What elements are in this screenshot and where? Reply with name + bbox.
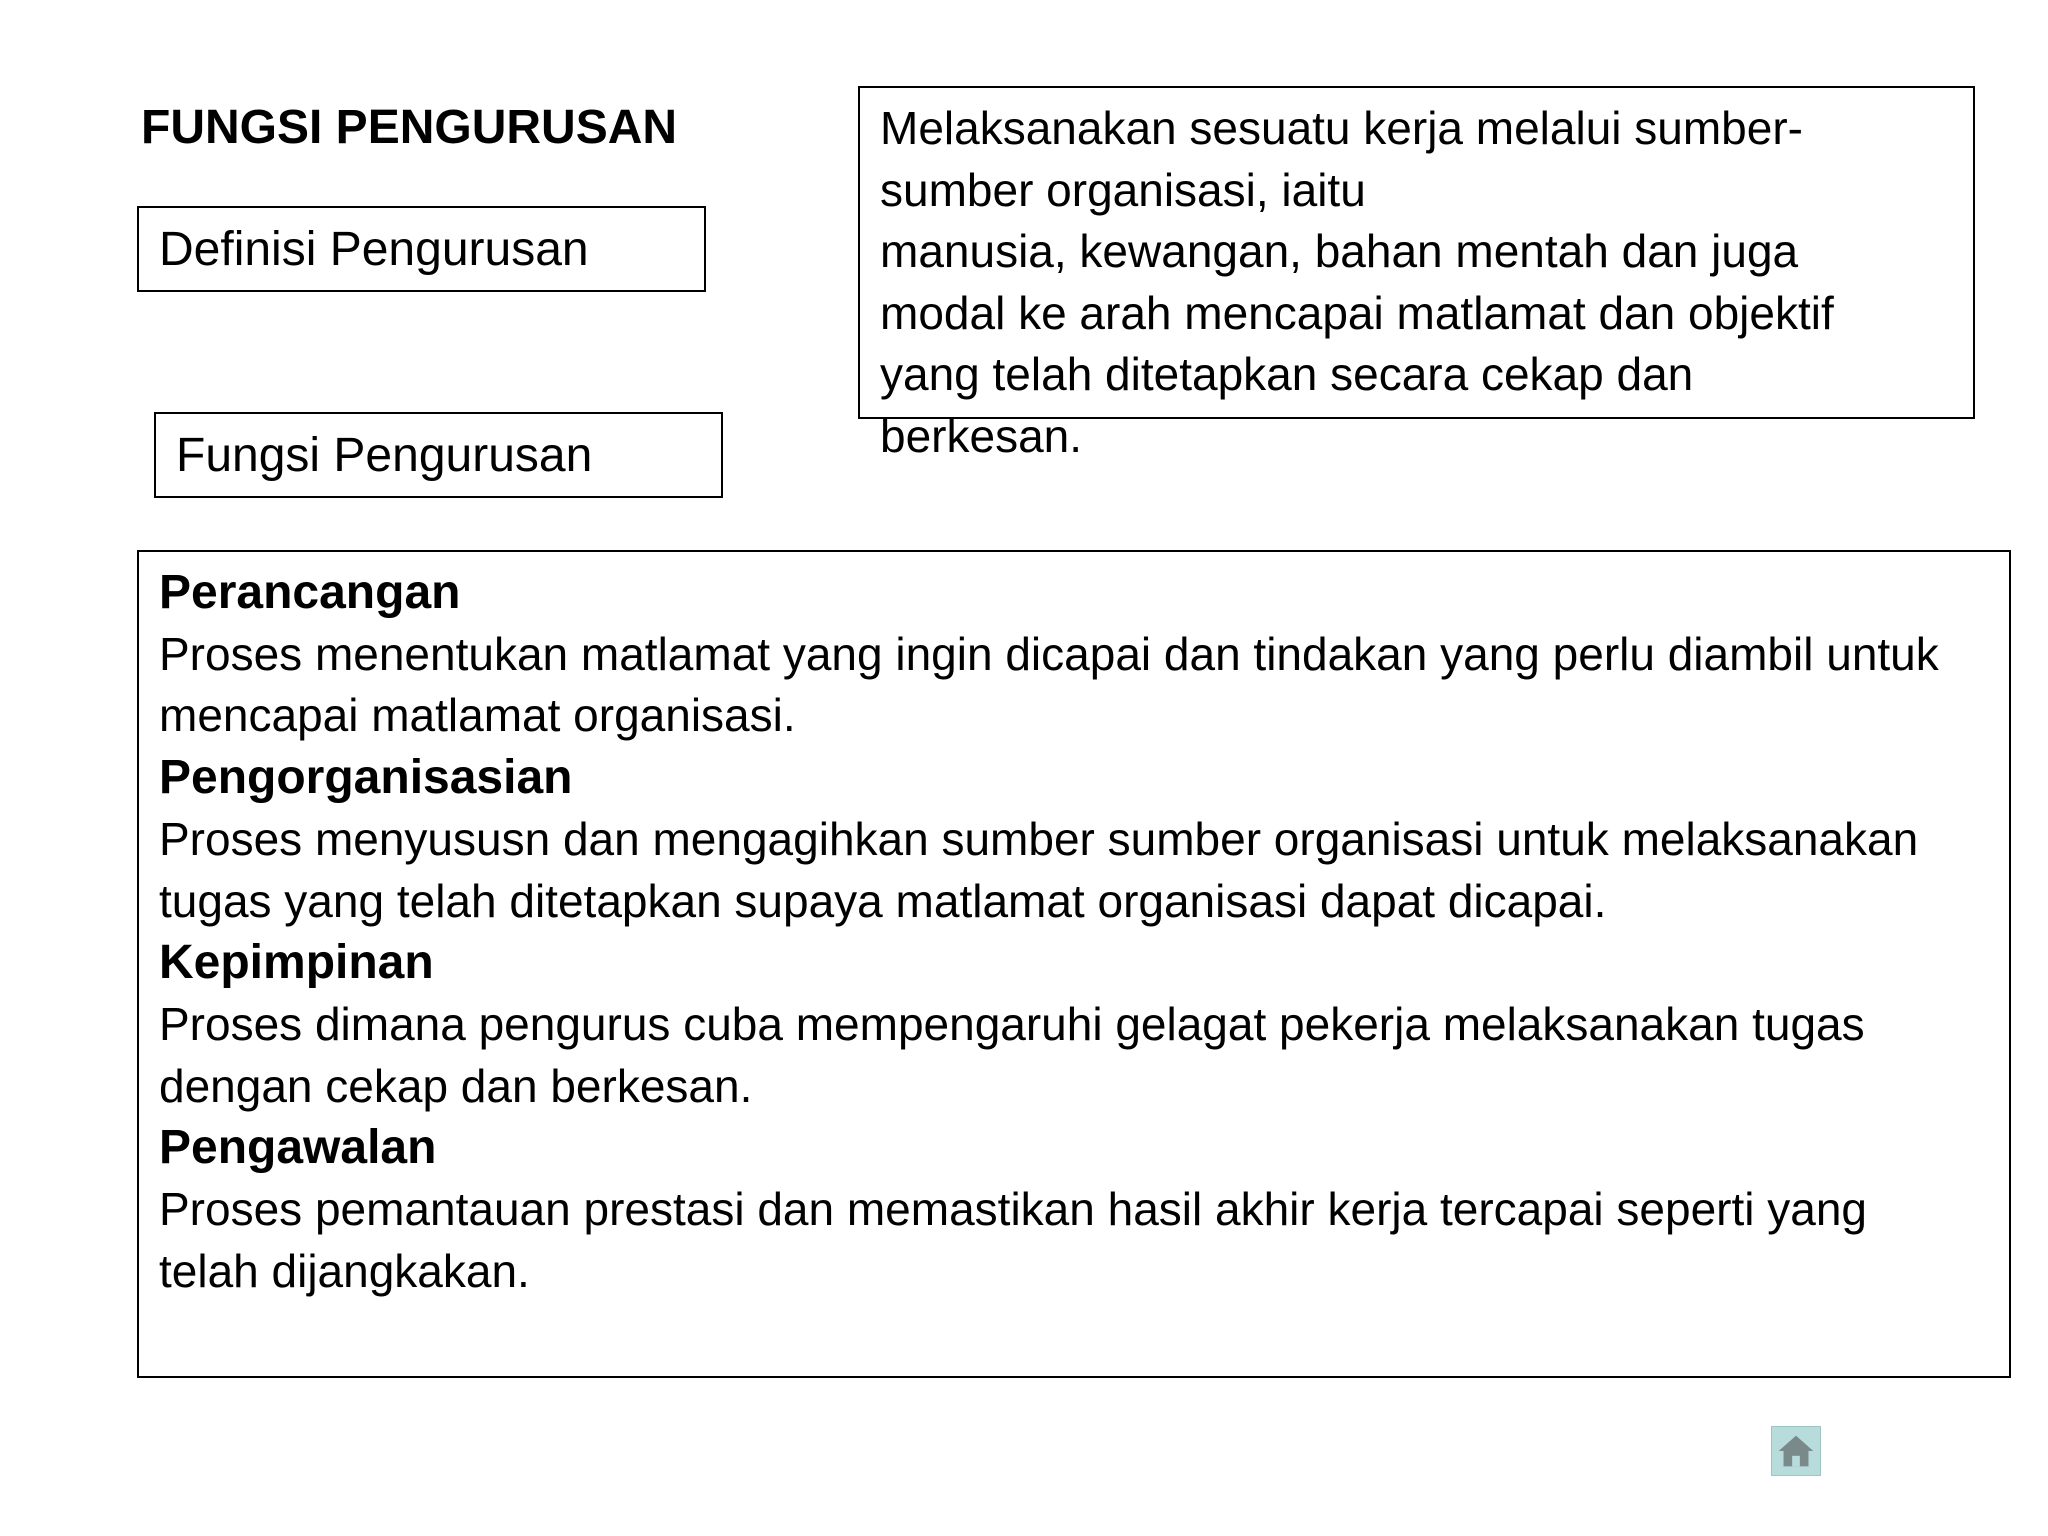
function-heading-pengawalan: Pengawalan <box>159 1121 437 1175</box>
definition-text: Melaksanakan sesuatu kerja melalui sumber- sumber organisasi, iaitu manusia, kewangan, bahan mentah dan juga modal ke arah mencapai matlamat dan objektif yang telah ditetapkan secara cekap dan berkesan. <box>880 102 1834 462</box>
function-heading-perancangan: Perancangan <box>159 566 461 619</box>
definisi-pengurusan-label: Definisi Pengurusan <box>159 223 589 276</box>
function-desc-pengorganisasian: Proses menyususn dan mengagihkan sumber sumber organisasi untuk melaksanakan tugas yang telah ditetapkan supaya matlamat organisasi dapat dicapai. <box>159 812 1919 927</box>
function-desc-pengawalan: Proses pemantauan prestasi dan memastikan hasil akhir kerja tercapai seperti yang telah dijangkakan. <box>159 1183 1867 1297</box>
fungsi-pengurusan-label: Fungsi Pengurusan <box>176 429 593 482</box>
home-button[interactable] <box>1771 1426 1821 1476</box>
slide-title: FUNGSI PENGURUSAN <box>141 101 678 154</box>
fungsi-pengurusan-box[interactable] <box>154 412 723 498</box>
function-heading-kepimpinan: Kepimpinan <box>159 936 434 990</box>
function-desc-kepimpinan: Proses dimana pengurus cuba mempengaruhi gelagat pekerja melaksanakan tugas dengan cekap dan berkesan. <box>159 997 1865 1112</box>
function-heading-pengorganisasian: Pengorganisasian <box>159 751 573 805</box>
home-icon <box>1772 1427 1820 1475</box>
definisi-pengurusan-box[interactable] <box>137 206 706 292</box>
functions-box <box>137 550 2011 1378</box>
function-desc-perancangan: Proses menentukan matlamat yang ingin dicapai dan tindakan yang perlu diambil untuk mencapai matlamat organisasi. <box>159 627 1939 742</box>
